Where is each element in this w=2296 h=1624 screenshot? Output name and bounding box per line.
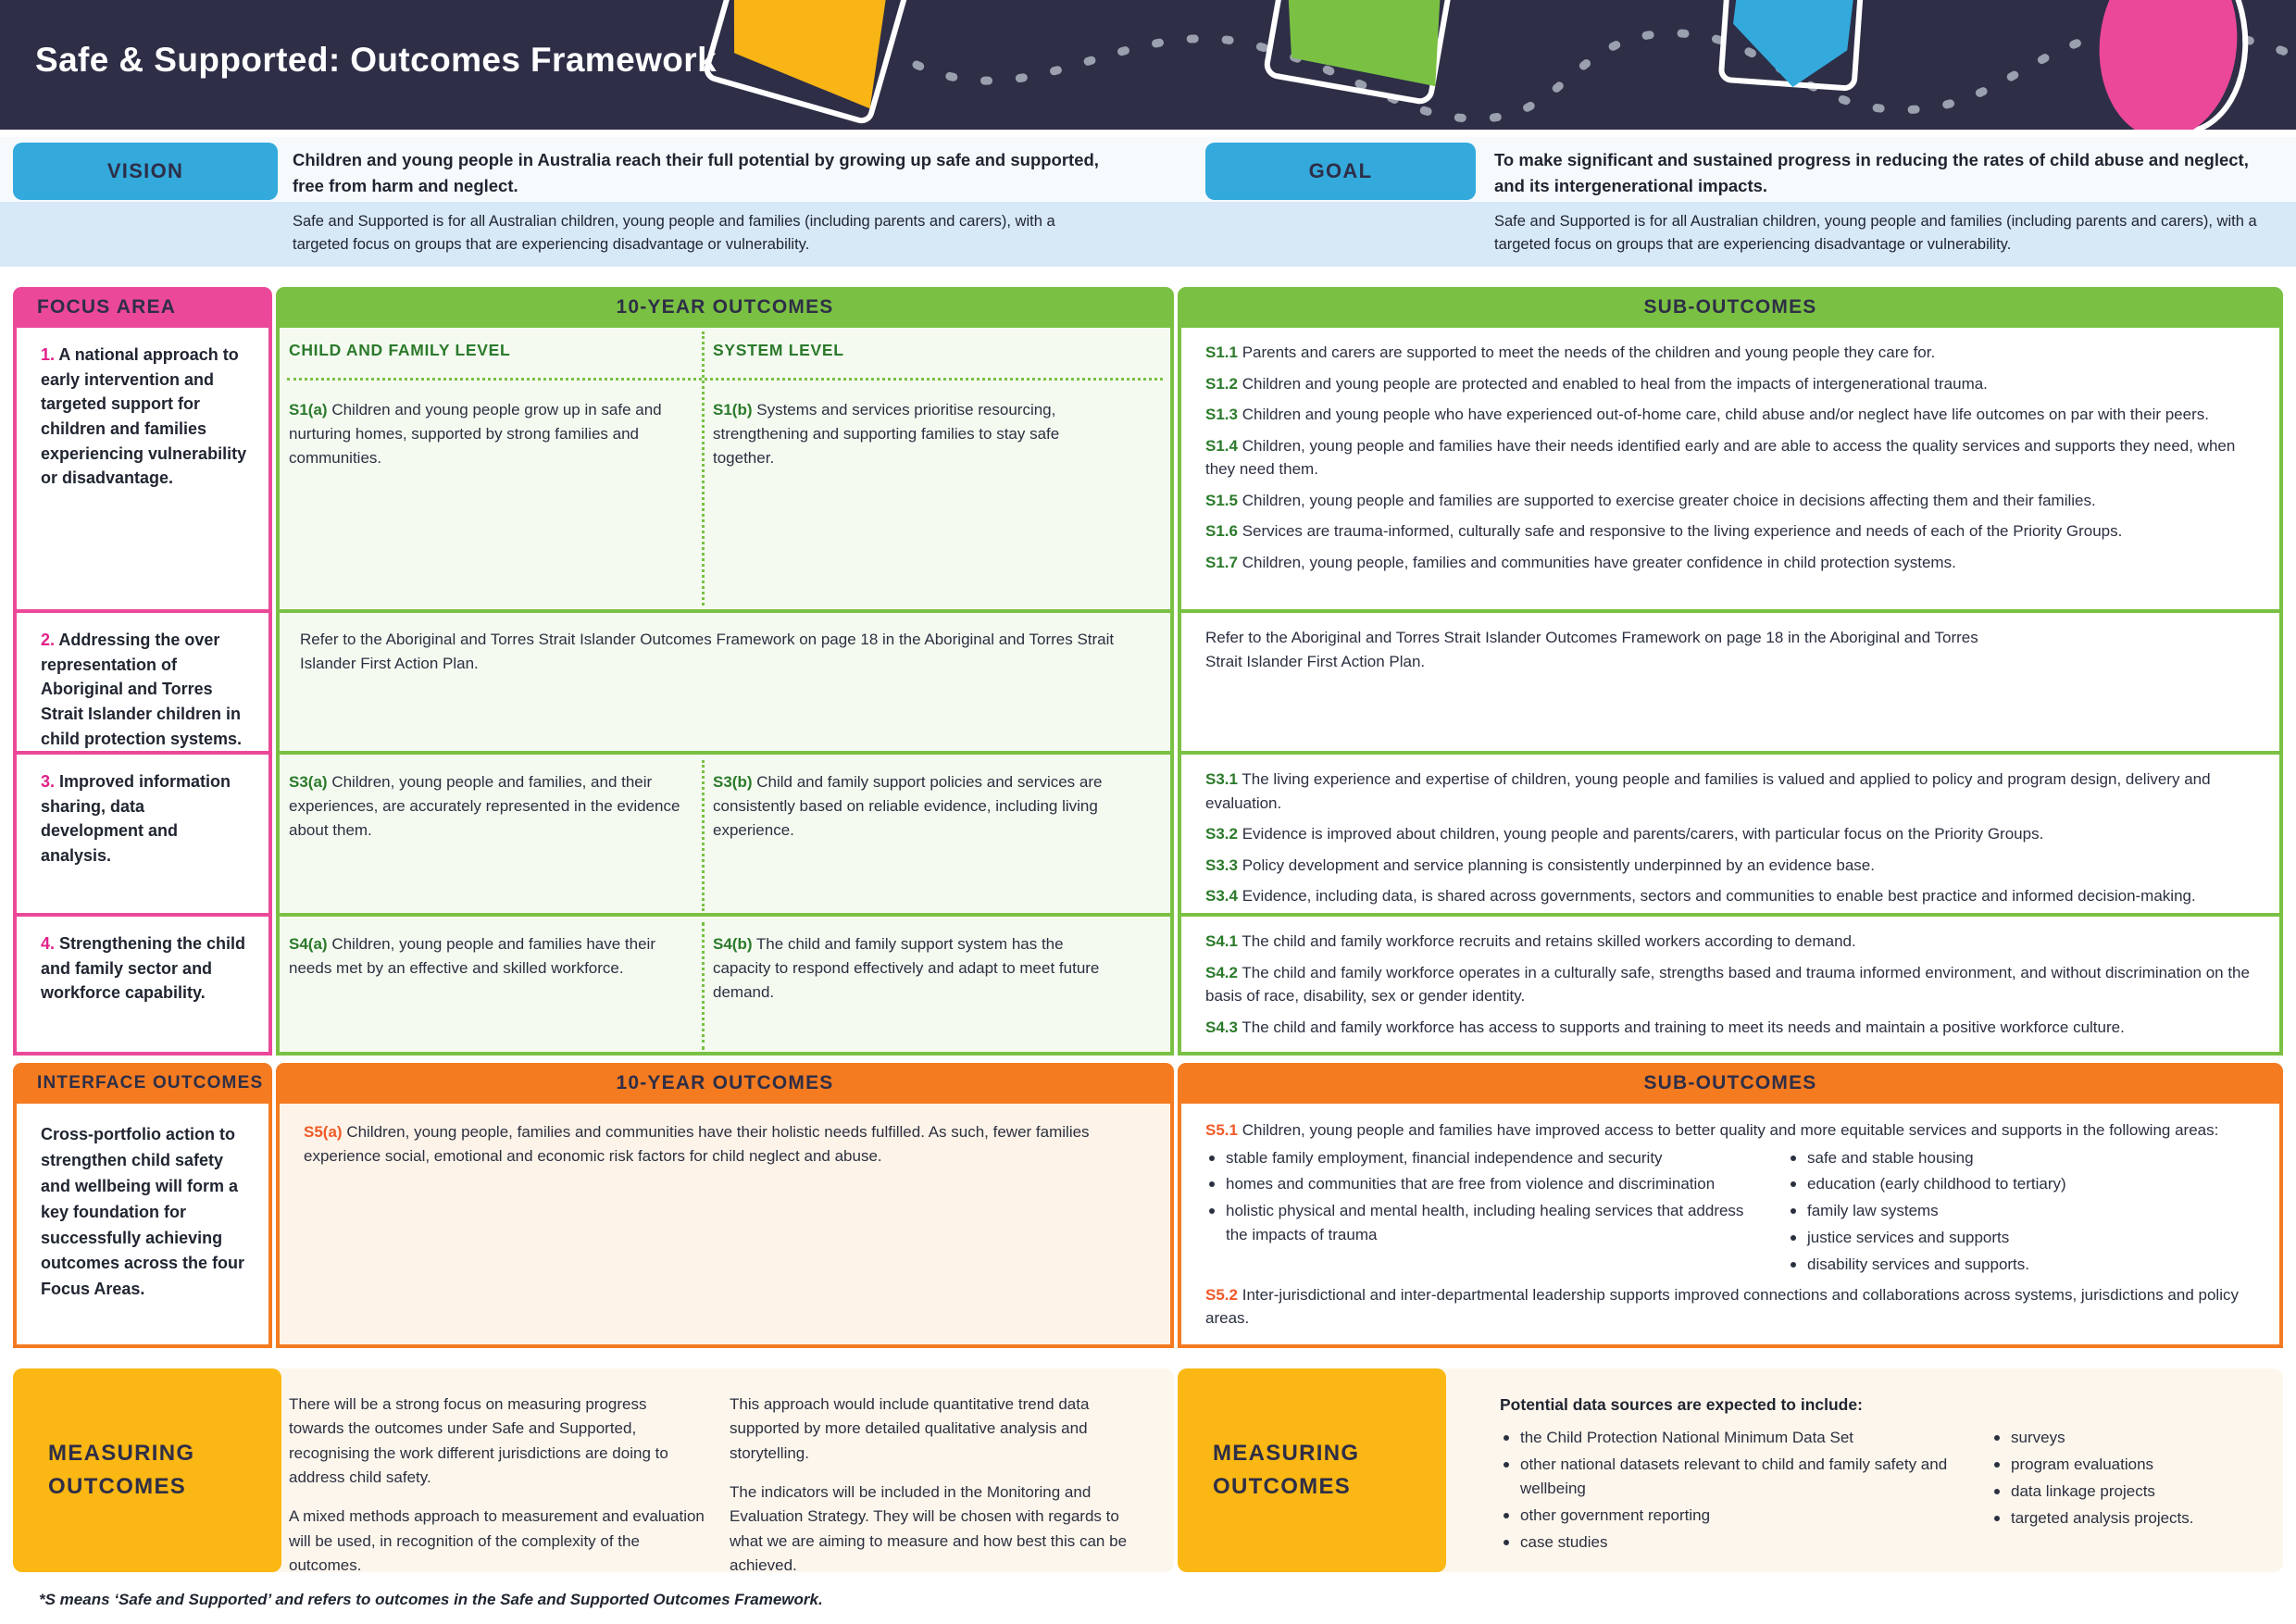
sub-outcome-item: [1205, 372, 2259, 396]
interface-sub-2: [1205, 1283, 2257, 1330]
measuring-left-tile-line2: OUTCOMES: [48, 1474, 187, 1499]
outcome-system-3: [713, 770, 1111, 842]
focus-number-4: 4.: [41, 934, 56, 953]
sub-code-s1-6: S1.6: [1205, 522, 1238, 540]
outcomes-cell-2: [276, 613, 1174, 755]
measuring-right-tile: [1178, 1368, 1446, 1572]
measuring-right-bullets-right: [1990, 1426, 2250, 1556]
list-item: safe and stable housing: [1787, 1146, 2231, 1170]
focus-number-3: 3.: [41, 772, 56, 791]
list-item: holistic physical and mental health, including healing services that address the impacts of trauma: [1205, 1199, 1761, 1247]
sub-code-s3-4: S3.4: [1205, 887, 1238, 905]
col-label-child-family-1: CHILD AND FAMILY LEVEL: [289, 341, 511, 359]
focus-cell-3: [13, 755, 272, 917]
interface-outcome-text: Children, young people, families and communities have their holistic needs fulfilled. As such, fewer families experience social, emotional and economic risk factors for child neglect and abuse.: [304, 1123, 1090, 1165]
focus-text-1: [41, 343, 250, 491]
sub-outcome-item: [1205, 884, 2259, 908]
sub-text-s4-2: The child and family workforce operates in a culturally safe, strengths based and trauma informed environment, and without discrimination on the basis of race, disability, sex or gender identity.: [1205, 963, 2250, 1005]
focus-body-4: Strengthening the child and family sector and workforce capability.: [41, 934, 246, 1003]
vision-statement: Children and young people in Australia reach their full potential by growing up safe and supported, free from harm and neglect.: [293, 150, 1099, 196]
list-item: stable family employment, financial independence and security: [1205, 1146, 1761, 1170]
sub-outcome-item: [1205, 930, 2259, 954]
footnote: *S means ‘Safe and Supported’ and refers to outcomes in the Safe and Supported Outcomes Framework.: [39, 1591, 823, 1608]
sub-outcome-item: [1205, 434, 2259, 481]
sub-text-s1-1: Parents and carers are supported to meet the needs of the children and young people they care for.: [1242, 344, 1936, 361]
sub-code-s4-1: S4.1: [1205, 932, 1238, 950]
sub-outcomes-note-2: Refer to the Aboriginal and Torres Strait Islander Outcomes Framework on page 18 in the Aboriginal and Torres Strait Islander First Action Plan.: [1205, 629, 1978, 671]
list-item: family law systems: [1787, 1199, 2231, 1223]
outcome-text-s4a: Children, young people and families have their needs met by an effective and skilled workforce.: [289, 935, 655, 977]
dotted-divider-vertical-1: [702, 331, 705, 606]
outcome-text-s4b: The child and family support system has the capacity to respond effectively and adapt to meet future demand.: [713, 935, 1100, 1001]
vision-pill-label: VISION: [106, 159, 184, 182]
list-item: justice services and supports: [1787, 1226, 2231, 1250]
sub-code-s4-3: S4.3: [1205, 1018, 1238, 1036]
sub-code-s1-4: S1.4: [1205, 436, 1238, 455]
list-item: data linkage projects: [1990, 1480, 2250, 1504]
outcomes-cell-4: [276, 917, 1174, 1056]
sub-code-s1-2: S1.2: [1205, 374, 1238, 393]
measuring-left-col1-p2: A mixed methods approach to measurement and evaluation will be used, in recognition of the complexity of the outcomes.: [289, 1507, 705, 1575]
list-item: the Child Protection National Minimum Data Set: [1500, 1426, 1972, 1450]
sub-text-s1-5: Children, young people and families are supported to exercise greater choice in decisions affecting them and their families.: [1242, 491, 2096, 509]
header-focus-area-label: FOCUS AREA: [37, 296, 177, 318]
outcomes-note-2: Refer to the Aboriginal and Torres Strait Islander Outcomes Framework on page 18 in the Aboriginal and Torres Strait Islander First Action Plan.: [300, 631, 1115, 673]
interface-outcome-code: S5(a): [304, 1123, 343, 1141]
header-sub-outcomes-label: SUB-OUTCOMES: [1643, 296, 1817, 318]
sub-outcomes-cell-4: [1178, 917, 2283, 1056]
sub-code-s1-7: S1.7: [1205, 553, 1238, 571]
header-ten-year-outcomes-label: 10-YEAR OUTCOMES: [616, 296, 834, 318]
measuring-left-tile-line1: MEASURING: [48, 1441, 195, 1466]
outcome-code-s4a: S4(a): [289, 935, 328, 953]
sub-text-s3-1: The living experience and expertise of children, young people and families is valued and applied to policy and program design, delivery and evaluation.: [1205, 770, 2211, 812]
outcome-code-s1a: S1(a): [289, 401, 328, 418]
goal-pill: [1205, 143, 1476, 200]
outcome-text-s1b: Systems and services prioritise resourcing, strengthening and supporting families to stay safe together.: [713, 401, 1060, 467]
page-title: Safe & Supported: Outcomes Framework: [35, 41, 718, 79]
list-item: program evaluations: [1990, 1453, 2250, 1477]
list-item: other government reporting: [1500, 1504, 1972, 1528]
sub-code-s3-3: S3.3: [1205, 856, 1238, 874]
focus-text-2: [41, 628, 250, 751]
focus-body-2: Addressing the over representation of Aboriginal and Torres Strait Islander children in child protection systems.: [41, 631, 243, 748]
measuring-left-col2-p1: This approach would include quantitative trend data supported by more detailed qualitative analysis and storytelling.: [730, 1395, 1090, 1462]
measuring-left-col2-p2: The indicators will be included in the Monitoring and Evaluation Strategy. They will be chosen with regards to what we are aiming to measure and how best this can be achieved.: [730, 1483, 1128, 1575]
sub-text-s1-2: Children and young people are protected and enabled to heal from the impacts of intergenerational trauma.: [1242, 374, 1988, 393]
measuring-right-body: [1435, 1368, 2283, 1572]
list-item: targeted analysis projects.: [1990, 1506, 2250, 1530]
sub-outcome-item: [1205, 768, 2259, 815]
interface-sub-1: [1205, 1118, 2257, 1143]
focus-number-1: 1.: [41, 345, 56, 364]
sub-outcome-item: [1205, 822, 2259, 846]
interface-bullets-left: [1205, 1146, 1761, 1280]
outcome-code-s1b: S1(b): [713, 401, 753, 418]
outcome-text-s3b: Child and family support policies and services are consistently based on reliable evidence, including living experience.: [713, 773, 1103, 839]
sub-code-s1-1: S1.1: [1205, 344, 1238, 361]
sub-outcome-item: [1205, 519, 2259, 543]
header-interface-sub-outcomes-label: SUB-OUTCOMES: [1643, 1072, 1817, 1093]
col-label-system-1: SYSTEM LEVEL: [713, 341, 844, 359]
list-item: homes and communities that are free from violence and discrimination: [1205, 1172, 1761, 1196]
sub-text-s1-4: Children, young people and families have their needs identified early and are able to access the quality services and supports they need, when they need them.: [1205, 436, 2236, 478]
header-sub-outcomes: [1178, 287, 2283, 328]
header-interface-outcomes: [13, 1063, 272, 1104]
sub-outcomes-cell-3: [1178, 755, 2283, 917]
measuring-right-heading: Potential data sources are expected to include:: [1500, 1395, 1863, 1414]
focus-body-1: A national approach to early intervention and targeted support for children and families experiencing vulnerability or disadvantage.: [41, 345, 247, 488]
dotted-divider-vertical-3: [702, 760, 705, 911]
outcome-code-s3b: S3(b): [713, 773, 753, 791]
sub-text-s1-6: Services are trauma-informed, culturally safe and responsive to the living experience and needs of each of the Priority Groups.: [1242, 522, 2123, 540]
goal-scope: Safe and Supported is for all Australian children, young people and families (including parents and carers), with a targeted focus on groups that are experiencing disadvantage or vulnerability.: [1494, 213, 2257, 253]
header-interface-outcomes-label: INTERFACE OUTCOMES: [37, 1073, 264, 1093]
header-focus-area: [13, 287, 272, 328]
header-interface-ten-year-label: 10-YEAR OUTCOMES: [616, 1072, 834, 1093]
list-item: education (early childhood to tertiary): [1787, 1172, 2231, 1196]
outcome-system-4: [713, 932, 1111, 1004]
interface-sub-outcomes-cell: [1178, 1104, 2283, 1348]
list-item: surveys: [1990, 1426, 2250, 1450]
sub-outcome-item: [1205, 341, 2259, 365]
interface-sub-1-code: S5.1: [1205, 1121, 1238, 1139]
dotted-divider-vertical-4: [702, 922, 705, 1050]
sub-text-s3-4: Evidence, including data, is shared across governments, sectors and communities to enable best practice and informed decision-making.: [1242, 887, 2196, 905]
measuring-right-tile-line1: MEASURING: [1213, 1441, 1360, 1466]
sub-code-s4-2: S4.2: [1205, 963, 1238, 981]
measuring-left-body: [268, 1368, 1174, 1575]
measuring-left-col1-p1: There will be a strong focus on measuring progress towards the outcomes under Safe and Supported, recognising the work different jurisdictions are doing to address child safety.: [289, 1395, 668, 1487]
sub-text-s4-3: The child and family workforce has access to supports and training to meet its needs and maintain a positive workforce culture.: [1242, 1018, 2125, 1036]
measuring-right-bullets-left: [1500, 1426, 1972, 1556]
interface-outcomes-cell: [276, 1104, 1174, 1348]
focus-cell-1: [13, 328, 272, 613]
outcomes-cell-3: [276, 755, 1174, 917]
interface-sub-2-text: Inter-jurisdictional and inter-departmental leadership supports improved connections and collaborations across systems, jurisdictions and policy areas.: [1205, 1285, 2239, 1328]
sub-code-s3-1: S3.1: [1205, 770, 1238, 788]
interface-focus-text: Cross-portfolio action to strengthen child safety and wellbeing will form a key foundation for successfully achieving outcomes across the four Focus Areas.: [41, 1125, 245, 1299]
sub-code-s1-5: S1.5: [1205, 491, 1238, 509]
dotted-divider-horizontal-1: [287, 378, 1163, 381]
measuring-left-tile: [13, 1368, 281, 1572]
sub-text-s1-7: Children, young people, families and communities have greater confidence in child protection systems.: [1242, 553, 1956, 571]
goal-statement: To make significant and sustained progress in reducing the rates of child abuse and neglect, and its intergenerational impacts.: [1494, 150, 2249, 196]
list-item: disability services and supports.: [1787, 1253, 2231, 1277]
sub-outcome-item: [1205, 1016, 2259, 1040]
list-item: case studies: [1500, 1530, 1972, 1555]
sub-outcomes-cell-2: [1178, 613, 2283, 755]
vision-pill: [13, 143, 278, 200]
sub-outcomes-cell-1: [1178, 328, 2283, 613]
sub-outcome-item: [1205, 551, 2259, 575]
focus-number-2: 2.: [41, 631, 56, 649]
sub-outcome-item: [1205, 854, 2259, 878]
focus-body-3: Improved information sharing, data development and analysis.: [41, 772, 231, 865]
dashed-path-decoration: [0, 0, 2296, 130]
outcome-child-family-4: [289, 932, 693, 981]
sub-outcome-item: [1205, 403, 2259, 427]
outcome-text-s1a: Children and young people grow up in safe and nurturing homes, supported by strong families and communities.: [289, 401, 662, 467]
focus-cell-4: [13, 917, 272, 1056]
goal-pill-label: GOAL: [1308, 159, 1373, 182]
focus-text-3: [41, 769, 250, 868]
focus-text-4: [41, 931, 250, 1006]
header-interface-sub-outcomes: [1178, 1063, 2283, 1104]
sub-text-s3-2: Evidence is improved about children, young people and parents/carers, with particular focus on the Priority Groups.: [1242, 825, 2044, 843]
sub-code-s3-2: S3.2: [1205, 825, 1238, 843]
header-banner: [0, 0, 2296, 130]
measuring-right-tile-line2: OUTCOMES: [1213, 1474, 1352, 1499]
header-ten-year-outcomes: [276, 287, 1174, 328]
sub-code-s1-3: S1.3: [1205, 406, 1238, 423]
vision-scope: Safe and Supported is for all Australian children, young people and families (including parents and carers), with a targeted focus on groups that are experiencing disadvantage or vulnerability.: [293, 213, 1055, 253]
interface-bullets-right: [1787, 1146, 2231, 1280]
sub-outcome-item: [1205, 961, 2259, 1008]
sub-outcome-item: [1205, 489, 2259, 513]
sub-text-s4-1: The child and family workforce recruits and retains skilled workers according to demand.: [1242, 932, 1856, 950]
header-interface-ten-year: [276, 1063, 1174, 1104]
focus-cell-2: [13, 613, 272, 755]
interface-focus-cell: [13, 1104, 272, 1348]
outcome-code-s4b: S4(b): [713, 935, 753, 953]
sub-text-s1-3: Children and young people who have experienced out-of-home care, child abuse and/or neglect have life outcomes on par with their peers.: [1242, 406, 2209, 423]
interface-sub-2-code: S5.2: [1205, 1285, 1238, 1304]
interface-sub-1-text: Children, young people and families have improved access to better quality and more equitable services and supports in the following areas:: [1242, 1121, 2219, 1139]
outcome-child-family-3: [289, 770, 693, 842]
outcome-system-1: [713, 398, 1111, 469]
outcome-code-s3a: S3(a): [289, 773, 328, 791]
list-item: other national datasets relevant to child and family safety and wellbeing: [1500, 1453, 1972, 1501]
interface-outcome: [304, 1120, 1137, 1168]
vision-goal-row: [0, 137, 2296, 267]
sub-text-s3-3: Policy development and service planning is consistently underpinned by an evidence base.: [1242, 856, 1875, 874]
outcome-child-family-1: [289, 398, 693, 469]
outcomes-cell-1: [276, 328, 1174, 613]
outcome-text-s3a: Children, young people and families, and their experiences, are accurately represented in the evidence about them.: [289, 773, 680, 839]
